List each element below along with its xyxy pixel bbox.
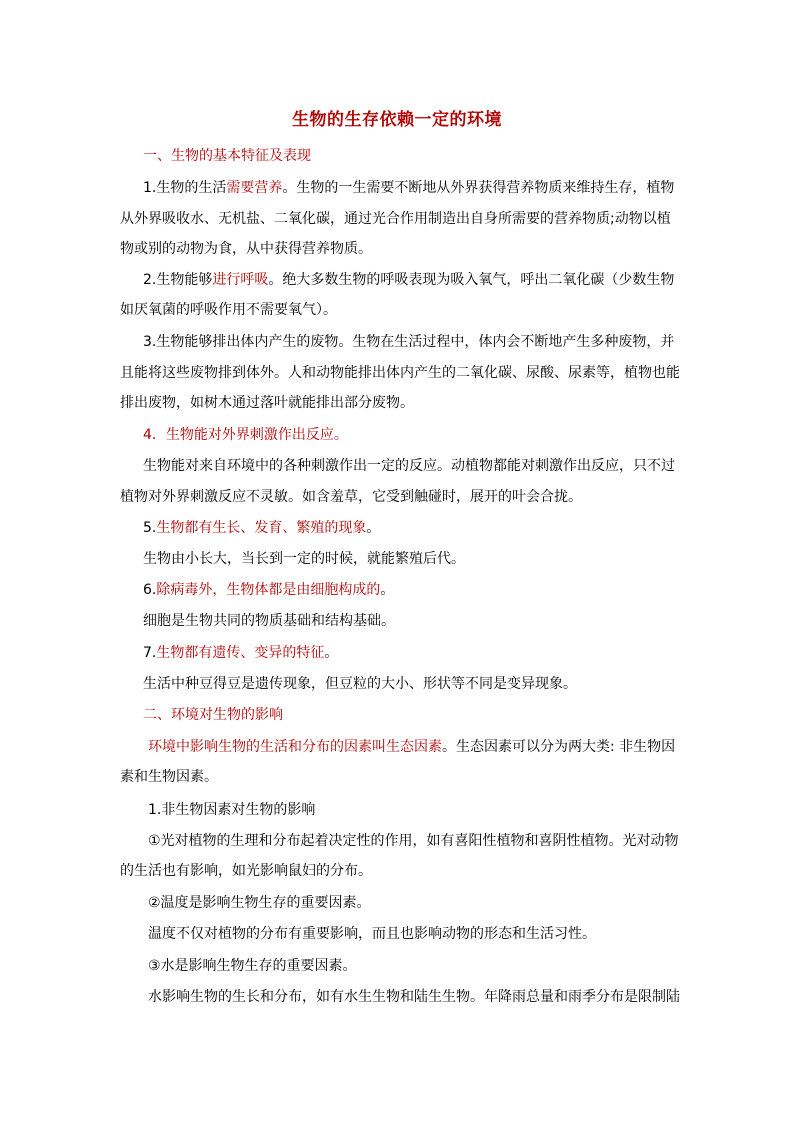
p7-num: 7. — [143, 645, 157, 661]
c3-line2: 水影响生物的生长和分布，如有水生生物和陆生生物。年降雨总量和雨季分布是限制陆 — [148, 989, 680, 1005]
p1-line2: 从外界吸收水、无机盐、二氧化碳，通过光合作用制造出自身所需要的营养物质;动物以植 — [120, 211, 671, 227]
p2-line1 — [143, 270, 674, 290]
p7-line1 — [143, 643, 338, 663]
c1-line2: 的生活也有影响，如光影响鼠妇的分布。 — [120, 863, 372, 879]
p3-line3: 排出废物，如树木通过落叶就能排出部分废物。 — [120, 395, 414, 411]
p8-highlight: 环境中影响生物的生活和分布的因素叫生态因素 — [148, 739, 442, 755]
p4-line2: 生物能对来自环境中的各种刺激作出一定的反应。动植物都能对刺激作出反应，只不过 — [143, 458, 675, 474]
p6-num: 6. — [143, 582, 157, 598]
p8-line2: 素和生物因素。 — [120, 769, 218, 785]
p7-line2: 生活中种豆得豆是遗传现象，但豆粒的大小、形状等不同是变异现象。 — [143, 676, 577, 692]
p5-end: 。 — [366, 520, 381, 536]
p4-num: 4． — [143, 427, 166, 443]
p2-rest: 。绝大多数生物的呼吸表现为吸入氧气，呼出二氧化碳（少数生物 — [268, 272, 675, 288]
section-heading-2: 二、环境对生物的影响 — [143, 707, 283, 723]
p1-highlight: 需要营养 — [226, 180, 283, 196]
p4-line3: 植物对外界刺激反应不灵敏。如含羞草，它受到触碰时，展开的叶会合拢。 — [120, 489, 582, 505]
p6-highlight: 除病毒外，生物体都是由细胞构成的 — [156, 582, 381, 598]
p6-line2: 细胞是生物共同的物质基础和结构基础。 — [143, 613, 395, 629]
p8-rest: 。生态因素可以分为两大类: 非生物因 — [442, 739, 676, 755]
p6-line1 — [143, 580, 394, 600]
p2-line2: 如厌氧菌的呼吸作用不需要氧气）。 — [120, 302, 337, 318]
p8-line1 — [148, 737, 675, 757]
c3-line1: ③水是影响生物生存的重要因素。 — [148, 958, 357, 974]
p7-end: 。 — [324, 645, 339, 661]
p1-line1 — [143, 178, 674, 198]
p5-num: 5. — [143, 520, 157, 536]
page-title: 生物的生存依赖一定的环境 — [292, 110, 502, 130]
p4-highlight: 生物能对外界刺激作出反应 — [165, 427, 334, 443]
p1-rest: 。生物的一生需要不断地从外界获得营养物质来维持生存，植物 — [282, 180, 675, 196]
p2-highlight: 进行呼吸 — [212, 272, 269, 288]
c1-line1: ①光对植物的生理和分布起着决定性的作用，如有喜阳性植物和喜阴性植物。光对动物 — [148, 833, 679, 849]
p4-end: 。 — [333, 427, 348, 443]
p1-line3: 物或别的动物为食，从中获得营养物质。 — [120, 241, 372, 257]
p3-line1: 3.生物能够排出体内产生的废物。生物在生活过程中，体内会不断地产生多种废物，并 — [143, 334, 675, 350]
p4-line1 — [143, 425, 348, 445]
subheading-1: 1.非生物因素对生物的影响 — [148, 802, 316, 818]
c2-line1: ②温度是影响生物生存的重要因素。 — [148, 895, 371, 911]
p2-num: 2.生物能够 — [143, 272, 213, 288]
c2-line2: 温度不仅对植物的分布有重要影响，而且也影响动物的形态和生活习性。 — [148, 926, 596, 942]
p5-highlight: 生物都有生长、发育、繁殖的现象 — [156, 520, 367, 536]
p7-highlight: 生物都有遗传、变异的特征 — [156, 645, 325, 661]
p1-num: 1.生物的生活 — [143, 180, 227, 196]
p5-line2: 生物由小长大，当长到一定的时候，就能繁殖后代。 — [143, 551, 465, 567]
p5-line1 — [143, 518, 380, 538]
p3-line2: 且能将这些废物排到体外。人和动物能排出体内产生的二氧化碳、尿酸、尿素等，植物也能 — [120, 365, 680, 381]
section-heading-1: 一、生物的基本特征及表现 — [143, 148, 311, 164]
p6-end: 。 — [380, 582, 395, 598]
